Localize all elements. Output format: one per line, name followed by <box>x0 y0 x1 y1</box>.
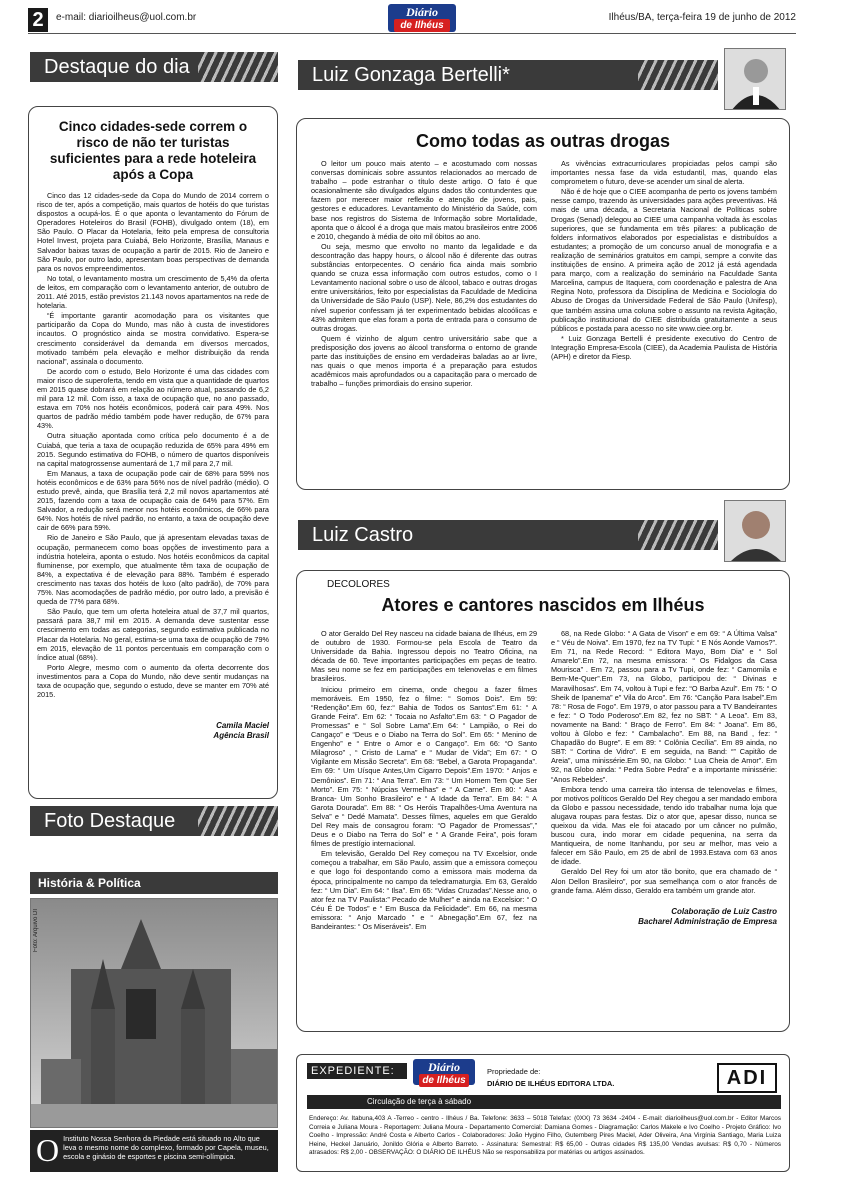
castro-kicker: DECOLORES <box>327 579 390 590</box>
paragraph: Ou seja, mesmo que envolto no manto da legalidade e da descontração das happy hours, o álcool não é diferente das outras substâncias entorpecentes. O cenário fica ainda mais sombrio quando se cruza essa informação com outros estudos, como o I Levantamento nacional sobre o uso de álcool, tabaco e outras drogas entre universitários, feito por especialistas da Faculdade de Medicina da Universidade de São Paulo (USP). Nele, 86,2% dos estudantes do nível superior confessam já ter experimentado bebidas alcoólicas e 43% admitem que elas foram a porta de entrada para o consumo de outras drogas. <box>311 241 537 333</box>
photo-credit: Foto: Arquivo DI <box>33 909 39 953</box>
castro-credit-author: Colaboração de Luiz Castro <box>671 906 777 916</box>
bertelli-banner: Luiz Gonzaga Bertelli* <box>298 60 718 90</box>
bertelli-column-1 <box>311 159 537 389</box>
expediente-circulation: Circulação de terça à sábado <box>307 1095 781 1109</box>
newspaper-logo <box>388 4 456 32</box>
paragraph: No total, o levantamento mostra um crescimento de 5,4% da oferta de leitos, em comparação com o levantamento anterior, de outubro de 2011. Até 2015, estão previstos 21.143 novos apartamentos na rede de hotelaria. <box>37 273 269 311</box>
castro-column-2 <box>551 629 777 895</box>
castro-column-1 <box>311 629 537 932</box>
expediente-prop-name: DIÁRIO DE ILHÉUS EDITORA LTDA. <box>487 1079 615 1088</box>
paragraph: Em televisão, Geraldo Del Rey começou na TV Excelsior, onde começou a trabalhar, em São Paulo, assim que a emissora começou e que logo foi despontando como a emissora mais moderna da época, principalmente no campo da teledramaturgia. Em 63, Geraldo fez: “ Um Dia”. Em 64: “ Ilsa”. Em 65: “Vidas Cruzadas”.Nesse ano, o ator fez na TV Paulista:” Pecado de Mulher” e ainda na Excelsior: “ O Céu É De Todos” e “ Em Busca da Felicidade”. Em 66, na mesma emissora: “ Anjo Marcado ” e “ Abnegação”.Em 67, fez na Bandeirantes: “ Os Miseráveis”. Em <box>311 849 537 931</box>
paragraph: Em Manaus, a taxa de ocupação pode cair de 68% para 59% nos hotéis econômicos e de 63% para 56% nos de nível padrão (médio). O estudo prevê, ainda, que Brasília terá 2,2 mil novos apartamentos até 2015, fazendo com a taxa de ocupação caia de 64% para 57%. Em Salvador, a redução será menor nos hotéis econômicos, de 66% para 64%. Nos hotéis de nível padrão, no entanto, a taxa de ocupação deve cair de 66% para 59%. <box>37 468 269 533</box>
castro-right <box>551 629 777 927</box>
paragraph: Não é de hoje que o CIEE acompanha de perto os jovens também nesse campo, trazendo às universidades para ações preventivas. Há mais de uma década, a Secretaria Nacional de Políticas sobre Drogas (Senad) delegou ao CIEE uma campanha voltada às escolas superiores, que se fundamenta em três pilares: a publicação de folders informativos elaborados por especialistas e distribuídos a estudantes; a promoção de um concurso anual de monografia e a realização de seminários gratuitos em campi, sempre a convite das instituições de ensino. A primeira ação de 2012 já está agendada para março, com a realização do seminário na Faculdade Santa Marcelina, campus de Itaquera, com coordenação e palestra de Ana Regina Noto, professora da Disciplina de Medicina e Sociologia do Abuso de Drogas da Universidade Federal de São Paulo (Unifesp), que também assina uma coluna sobre o assunto na revista Agitação, publicação institucional do CIEE distribuída gratuitamente a seus públicos e postada para acesso no site www.ciee.org.br. <box>551 187 777 333</box>
bertelli-avatar <box>724 48 786 110</box>
person-icon <box>725 501 786 562</box>
paragraph: Quem é vizinho de algum centro universitário sabe que a predisposição dos jovens ao álcool transforma o entorno de grande parte das instituições de ensino em verdadeiras baladas ao ar livre, nas quais o que menos importa é a preparação para estudos acadêmicos mais aprofundados ou a capacitação para o mercado de trabalho – funções primordiais do ensino superior. <box>311 333 537 389</box>
paragraph: Rio de Janeiro e São Paulo, que já apresentam elevadas taxas de ocupação, permanecem como boas opções de investimento para a indústria hoteleira, aponta o estudo. Nos hotéis econômicos da capital fluminense, por exemplo, que atualmente têm taxa de ocupação de 84%, a expectativa é de elevação para 88%. Também é esperado crescimento nas taxas dos hotéis de luxo (alto padrão), de 70% para 75%. Nas acomodações de padrão médio, por outro lado, a previsão é queda de 77% para 68%. <box>37 533 269 607</box>
foto-banner: Foto Destaque <box>30 806 278 836</box>
paragraph: “É importante garantir acomodação para os visitantes que participarão da Copa do Mundo, mas não à custa de investidores incautos. O prognóstico ainda se mostra convidativo. Espera-se crescimento considerável da demanda em diversos mercados, motivado também pela elevação e melhor distribuição da renda nacional”, assinala o documento. <box>37 311 269 366</box>
paragraph: Embora tendo uma carreira tão intensa de telenovelas e filmes, por motivos políticos Geraldo Del Rey chegou a ser mandado embora da Globo e passou necessidade, tendo ido trabalhar numa loja que alugava roupas para festas. Diz o ator que, apesar disso, nunca se queixou da vida. Mas ele foi atacado por um câncer no pulmão, buscou cura, indo morar em cidade pequenina, na serra da Mantiqueira, de nome Itanhandu, por seu ar melhor, mas veio a falecer em São Paulo, em 25 de abril de 1993.Estava com 63 anos de idade. <box>551 784 777 867</box>
expediente-box <box>296 1054 790 1172</box>
paragraph: Geraldo Del Rey foi um ator tão bonito, que era chamado de “ Alon Dellon Brasileiro”, por sua semelhança com o ator francês de grande fama. Além disso, Geraldo era também um grande ator. <box>551 867 777 895</box>
paragraph: O ator Geraldo Del Rey nasceu na cidade baiana de Ilhéus, em 29 de outubro de 1930. Formou-se pela Escola de Teatro da Universidade da Bahia. Ingressou depois no Teatro Oficina, na década de 60. Teve importantes participações em peças de teatro. Mas seu nome se fez em participações em telenovelas e em filmes brasileiros. <box>311 629 537 684</box>
caption-initial: O <box>36 1132 60 1168</box>
expediente-label: EXPEDIENTE: <box>307 1063 407 1079</box>
castro-credit-title: Bacharel Administração de Empresa <box>638 916 777 926</box>
paragraph: De acordo com o estudo, Belo Horizonte é uma das cidades com maior risco de superoferta, tendo em vista que a quantidade de quartos em 2015 quase dobrará em relação ao número atual, passando de 6,2 mil para 12 mil. Com isso, a taxa de ocupação que, no ano passado, estava em 70% nos hotéis econômicos, poderá cair para 49%. Nos quartos de padrão médio também pode haver redução, de 67% para 43%. <box>37 366 269 431</box>
destaque-credit-author: Camila Maciel <box>216 721 269 731</box>
castro-article <box>296 570 790 1032</box>
destaque-title: Cinco cidades-sede correm o risco de não ter turistas suficientes para a rede hoteleira após a Copa <box>49 119 257 182</box>
header-date: Ilhéus/BA, terça-feira 19 de junho de 2012 <box>608 12 796 23</box>
destaque-article <box>28 106 278 799</box>
paragraph: * Luiz Gonzaga Bertelli é presidente executivo do Centro de Integração Empresa-Escola (CIEE), da Academia Paulista de História (APH) e diretor da Fiesp. <box>551 333 777 361</box>
expediente-logo: Diário de Ilhéus <box>413 1059 475 1085</box>
castro-avatar <box>724 500 786 562</box>
bertelli-column-2 <box>551 159 777 362</box>
church-illustration-icon <box>31 899 278 1128</box>
page-number: 2 <box>28 8 48 32</box>
foto-caption-box <box>30 1130 278 1172</box>
adi-logo: ADI <box>717 1063 777 1093</box>
paragraph: São Paulo, que tem um oferta hoteleira atual de 37,7 mil quartos, passará para 38,7 mil em 2015. A demanda deve sustentar esse crescimento em todas as categorias, segundo estimativa publicada no Placar da Hotelaria. No geral, estima-se uma taxa de ocupação de 79% em 2015, elevação de 11 pontos percentuais em comparação com o índice atual (68%). <box>37 607 270 662</box>
destaque-banner: Destaque do dia <box>30 52 278 82</box>
expediente-text: Endereço: Av. Itabuna,403 A -Terreo - centro - Ilhéus / Ba. Telefone: 3633 – 5018 Telefax: (0XX) 73 3634 -2404 - E-mail: diarioilheus@uol.com.br - Editor Marcos Correia e Juliana Moura - Reportagem: Juliana Moura - Departamento Comercial: Damiana Gomes - Diagramação: Carlos Makele e Ivo Coelho - Projeto Gráfico: Ivo Coelho - Impressão: André Costa e Alberto Carlos - Colaboradores: João Hygino Filho, Gutemberg Pires Maciel, Ader Oliveira, Ana Virgínia Santiago, Maria Luiza Heine, Heckel Januário, Jonildo Glória e Alberto Barreto. - Assinatura: Semestral: R$ 65,00 - Outras cidades R$ 135,00 Vendas avulsas: R$ 0,70 - Números atrasados: R$ 2,00 - OBSERVAÇÃO: O DIÁRIO DE ILHÉUS Não se responsabiliza por matérias ou artigos assinados. <box>309 1115 781 1157</box>
bertelli-title: Como todas as outras drogas <box>415 131 671 151</box>
header-email: e-mail: diarioilheus@uol.com.br <box>56 12 197 23</box>
paragraph: O leitor um pouco mais atento – e acostumado com nossas conversas dominicais sobre assuntos relacionados ao mercado de trabalho – pode estranhar o título deste artigo. O fato é que ocasionalmente são divulgados alguns dados tão contundentes que fazem por merecer maior reflexão e atenção de jovens, pais, gestores e educadores. Levantamento do Ministério da Saúde, com base nos registros do Sistema de Informação sobre Mortalidade, aponta que o álcool é a droga que mais matou brasileiros entre 2006 e 2010, chegando à média de oito mil óbitos ao ano. <box>311 159 537 241</box>
castro-title: Atores e cantores nascidos em Ilhéus <box>381 595 705 615</box>
page-header <box>0 0 842 34</box>
paragraph: 68, na Rede Globo: “ A Gata de Vison” e em 69: “ A Última Valsa” e “ Véu de Noiva”. Em 1970, fez na TV Tupi: “ E Nós Aonde Vamos?”. Em 71, na Rede Record: “ Editora Mayo, Bom Dia” e “ Sol Amarelo”.Em 72, na mesma emissora: “ Os Fidalgos da Casa Mourisca” . Em 72, passou para a Tv Tupi, onde fez: “ Camomila e Bem-Me-Quer”.Em 73, na Globo, participou de: “ Divinas e Maravilhosas”. Em 74, voltou à Tupi e fez: “O Barba Azul”. Em 75: “ O Sheik de Ipanema” e” Vila do Arco”. Em 76: “Canção Para Isabel”.Em 78: “ Rosa de Fogo”. Em 1979, o ator passou para a TV Bandeirantes e fez: “ O Todo Poderoso”.Em 82, fez no SBT: “ A Leoa”. Em 83, novamente na Band: “ Braço de Ferro”. Em 84: “ Joana”. Em 86, voltou à Globo e fez: “ Cambalacho”. Em 88, na Band , fez: “ Chapadão do Bugre”. E em 89: “ Colônia Cecília”. Em 89 ainda, no SBT: “ Cortina de Vidro”. E em seguida, na Band: “” Capitão de Areia”, uma minissérie.Em 90, na Globo: “ Lua Cheia de Amor”. Em 92, na Globo ainda: “ Pedra Sobre Pedra” e a importante minissérie: “Anos Rebeldes”. <box>551 629 777 784</box>
paragraph: Porto Alegre, mesmo com o aumento da oferta decorrente dos investimentos para a Copa do Mundo, não deve sentir mudanças na taxa de ocupação que, segundo o estudo, deve se manter em 70% até 2015. <box>37 662 269 700</box>
church-photo <box>30 898 278 1128</box>
foto-subhead: História & Política <box>30 872 278 894</box>
castro-banner: Luiz Castro <box>298 520 718 550</box>
paragraph: Cinco das 12 cidades-sede da Copa do Mundo de 2014 correm o risco de ter, após a competição, mais quartos de hotéis do que turistas dispostos a ocupá-los. É o que aponta o levantamento do Fórum de Operadores Hoteleiros do Brasil (FOHB), divulgado ontem (18), em São Paulo. O Placar da Hotelaria, feito pela empresa de consultoria Hotel Invest, projeta para Cuiabá, Belo Horizonte, Brasília, Manaus e Salvador baixas taxas de ocupação a partir de 2015. Rio de Janeiro e São Paulo, por outro lado, apresentam boas perspectivas de demanda para os novos empreendimentos. <box>37 191 269 273</box>
logo-line1: Diário <box>405 5 438 19</box>
paragraph: As vivências extracurriculares propiciadas pelos campi são importantes nessa fase da vida estudantil, mas, quando elas comprometem o futuro, deve-se acender um sinal de alerta. <box>551 159 777 187</box>
logo-line2: de Ilhéus <box>394 19 450 32</box>
bertelli-article <box>296 118 790 490</box>
destaque-body <box>37 191 269 699</box>
destaque-credit-agency: Agência Brasil <box>213 731 269 741</box>
person-icon <box>725 49 786 110</box>
expediente-prop-label: Propriedade de: <box>487 1067 541 1076</box>
foto-caption: Instituto Nossa Senhora da Piedade está situado no Alto que leva o mesmo nome do complexo, formado por Capela, museu, escola e ginásio de esportes e piscina semi-olímpica. <box>63 1134 269 1161</box>
paragraph: Outra situação apontada como crítica pelo documento é a de Cuiabá, que teria a taxa de ocupação reduzida de 65% para 49% em 2015. Segundo estimativa do FOHB, o número de quartos disponíveis na capital matogrossense aumentará de 1,7 mil para 2,7 mil. <box>37 431 269 468</box>
header-rule <box>28 33 796 34</box>
paragraph: Iniciou primeiro em cinema, onde chegou a fazer filmes memoráveis. Em 1950, fez o filme: “ Somos Dois”. Em 59: “Redenção”.Em 60, fez:“ Bahia de Todos os Santos”.Em 61: “ A Grande Feira”. Em 62: “ Tocaia no Asfalto”.Em 63: “ O Pagador de Promessas” e “ Sol Sobre Lama”.Em 64: “ Lampião, o Rei do Cangaço” e “Deus e o Diabo na Terra do Sol”. Em 65: “ Menino de Engenho” e “ Entre o Amor e o Cangaço”. Em 66: “O Santo Milagroso” , “ Cristo de Lama” e “ Mudar de Vida”; Em 67: “ O Vigilante em Missão Secreta”. Em 68: “Bebel, a Garota Propaganda”. Em 69: “ Um Uísque Antes,Um Cigarro Depois”.Em 1970: “ Anjos e Demônios”. Em 71: “ Ana Terra”. Em 73: “ Um Homem Tem Que Ser Morto”. Em 75: “ Núpcias Vermelhas” e “ A Carne”. Em 80: “ Asa Branca- Um Sonho Brasileiro” e “ A Idade da Terra”. Em 84: “ A Garota Dourada”. Em 88: “ Os Heróis Trapalhões-Uma Aventura na Selva” e “ Dedé Mamata”. Desses filmes, aqueles em que Geraldo Del Rey mais de consagrou foram: “O Pagador de Promessas”,” Deus e o Diabo na Terra do Sol” e “ A Grande Feira”, pois foram filmes de prestígio internacional. <box>311 684 537 849</box>
